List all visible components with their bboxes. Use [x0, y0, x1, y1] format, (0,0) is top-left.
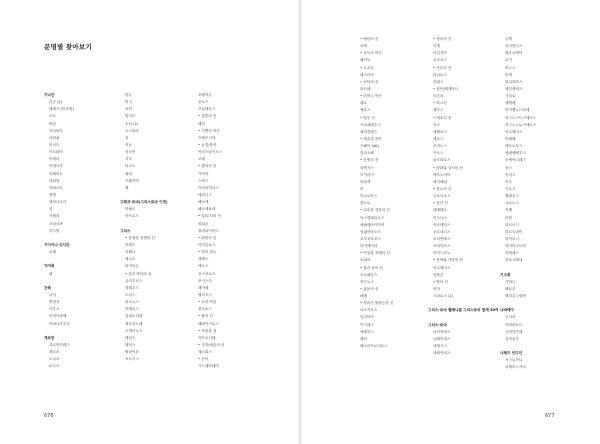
index-entry: 아르테미스	[505, 129, 523, 134]
index-heading: 기수족	[500, 272, 511, 277]
index-entry: • 어머니 여신	[360, 94, 382, 99]
index-entry: 에레모스	[360, 329, 374, 334]
index-entry: 아타르트	[49, 185, 63, 190]
index-entry: 제우스	[360, 108, 371, 113]
index-entry: • 이성과 지혜의 신	[360, 251, 390, 256]
index-entry: 이둔	[125, 142, 132, 147]
index-entry: 에피메테우스	[505, 151, 526, 156]
index-entry: 페	[49, 271, 53, 276]
index-entry: 네메시스	[433, 344, 447, 349]
index-entry: 아나트	[49, 142, 60, 147]
index-entry: 하이미나트아	[505, 244, 526, 249]
index-entry: 일라알루	[505, 336, 519, 341]
index-entry: 사다바투	[49, 128, 63, 133]
index-entry: 일리티아	[360, 315, 374, 320]
index-entry: • 감과 바다의 신	[125, 271, 152, 276]
index-entry: 지르	[125, 157, 132, 162]
index-entry: 보단	[125, 107, 132, 112]
index-entry: 도리스	[125, 292, 136, 297]
index-entry: 파르르네이	[505, 229, 523, 234]
index-entry: • 죽음의 신	[433, 65, 452, 70]
index-entry: 오딘 (2)	[125, 121, 139, 126]
index-entry: 모트	[49, 114, 56, 119]
index-heading: 그리스-로마	[428, 322, 447, 327]
index-entry: 뿌얏지	[49, 300, 60, 305]
index-entry: 아리스타이오스	[198, 150, 223, 155]
index-entry: 에레보스	[433, 129, 447, 134]
index-entry: 아폴론	[433, 272, 444, 277]
index-entry: 에우리노메	[125, 321, 143, 326]
index-entry: • 행복의 신	[198, 164, 217, 169]
index-entry: 클로토	[360, 201, 371, 206]
index-entry: 게르소	[49, 350, 60, 355]
index-entry: 포세이돈	[198, 93, 212, 97]
index-entry: 키벨	[505, 208, 512, 213]
index-entry: 아프로디테	[198, 335, 216, 340]
index-entry: 이르민	[125, 150, 136, 155]
index-entry: 바일리아스	[505, 79, 523, 84]
index-entry: • 무의 여신	[198, 300, 217, 305]
index-entry: 호르포스	[433, 58, 447, 63]
index-entry: 헬리오스	[198, 292, 212, 297]
index-entry: 헤스티아	[360, 72, 374, 77]
index-entry: 나이	[49, 292, 56, 297]
index-entry: 카테라	[49, 214, 60, 219]
index-entry: 카오스	[505, 186, 516, 191]
index-entry: 모르페우스	[360, 272, 378, 277]
index-entry: 아테베	[505, 136, 516, 141]
index-entry: 하두틀	[49, 228, 60, 233]
index-entry: 아라파트트	[505, 322, 523, 327]
index-entry: 헤라	[360, 336, 367, 341]
index-heading: 나바테아	[500, 308, 514, 313]
index-entry: 네레우스	[125, 285, 139, 290]
index-entry: 헤르마프로디토스	[360, 344, 388, 349]
index-entry: 미노스	[505, 65, 516, 70]
index-entry: 코르네니스	[433, 229, 451, 234]
index-spacer	[428, 314, 508, 321]
index-entry: 나체리스가나	[505, 365, 526, 370]
index-entry: 나레이데스	[433, 336, 451, 341]
index-spacer	[500, 343, 580, 350]
index-entry: 소피아	[360, 258, 371, 263]
index-heading: 가이아나 인디언	[44, 242, 70, 247]
index-entry: 아디키아	[433, 51, 447, 56]
index-spacer	[44, 278, 124, 285]
index-entry: 팔라이몬	[125, 350, 139, 355]
index-entry: 어	[360, 186, 364, 191]
index-entry: 아스클레피오스	[360, 215, 385, 220]
index-entry: • 바람의 신	[198, 235, 217, 240]
index-entry: • 기쁨의 여신	[198, 128, 220, 133]
index-entry: 히에레스	[505, 251, 519, 256]
right-index-column-1	[355, 36, 435, 350]
index-entry: 티탄	[505, 215, 512, 220]
index-entry: 에오스	[198, 264, 209, 269]
index-entry: 아미아광배	[49, 314, 67, 319]
index-entry: 코타르바	[49, 221, 63, 226]
index-entry: 아이올로스	[198, 242, 216, 247]
index-entry: 하데스	[433, 79, 444, 84]
index-entry: • 태초의 신	[433, 115, 452, 120]
index-entry: 샤파쉬	[49, 135, 60, 140]
index-entry: 세멜레	[505, 101, 516, 106]
index-entry: 아필로	[125, 207, 136, 212]
left-page-number: 676	[44, 413, 54, 419]
index-entry: 이아마이나스	[198, 185, 219, 190]
index-spacer	[120, 221, 200, 228]
index-entry: 네레이데스	[433, 351, 451, 356]
index-heading: 게르만	[44, 335, 55, 340]
index-spacer	[428, 300, 508, 307]
index-entry: 이도니스	[433, 215, 447, 220]
index-entry: 폰토스	[198, 100, 209, 105]
index-entry: 세이레네스	[505, 86, 523, 91]
index-entry: 페르세	[198, 200, 209, 205]
index-entry: 켈레우스	[505, 194, 519, 199]
index-entry: 페르세포네	[198, 207, 216, 212]
index-entry: 에이레네	[433, 179, 447, 184]
index-entry: • 운명의 신	[360, 158, 379, 163]
index-entry: 울	[125, 135, 129, 140]
index-entry: 암피아라오스	[360, 229, 381, 234]
index-heading: 그리스	[120, 228, 131, 233]
index-entry: 린트	[125, 93, 132, 97]
index-entry: 디케	[433, 44, 440, 49]
index-entry: 티르도	[125, 164, 136, 169]
index-entry: • 의술과 건강의 신	[360, 208, 390, 213]
right-index-column-2	[428, 36, 508, 357]
index-entry: 아르테미스	[433, 222, 451, 227]
index-entry: 히포크레네	[505, 258, 523, 263]
index-entry: 디오니소스	[433, 194, 451, 199]
index-entry: 마오토스	[125, 300, 139, 305]
index-entry: 아파나우루사	[49, 321, 70, 326]
index-entry: • 평화와 질서의 신	[433, 165, 463, 170]
index-entry: 로두르	[49, 364, 60, 369]
index-entry: 에우로포스	[505, 144, 523, 149]
index-entry: 이오	[505, 179, 512, 184]
index-entry: 헤라클레스	[360, 129, 378, 134]
index-entry: • 신탁	[198, 357, 209, 362]
index-entry: 프레모시네	[198, 135, 216, 140]
index-entry: • 최고신	[433, 101, 447, 106]
index-spacer	[44, 256, 124, 263]
index-entry: 도나르	[49, 357, 60, 362]
index-entry: 로베	[49, 250, 56, 255]
index-entry: 로카	[505, 58, 512, 63]
index-entry: 다곤 (2)	[49, 100, 63, 105]
index-entry: • 농경/풍작	[198, 142, 217, 147]
index-entry: 암피트리테	[125, 314, 143, 319]
index-entry: 제우스	[433, 108, 444, 113]
index-entry: • 정의가 불평등한 신	[360, 301, 394, 306]
index-entry: 모이라이	[360, 172, 374, 177]
index-heading: 가나안	[44, 93, 55, 97]
index-entry: 코레	[198, 157, 205, 162]
index-entry: • 풍어와 사냥의 신	[433, 258, 463, 263]
index-entry: 아가멤노드아레	[505, 108, 530, 113]
index-entry: • 신탁의 신	[360, 79, 379, 84]
index-entry: 포시스가	[198, 278, 212, 283]
index-entry: 테티스	[125, 335, 136, 340]
index-entry: 라다만티스	[505, 44, 523, 49]
index-entry: • 설득의 여신	[360, 51, 382, 56]
index-entry: 코루포르포스	[360, 236, 381, 241]
index-entry: 에필레마이아어	[360, 222, 385, 227]
index-entry: 에니오	[125, 257, 136, 262]
index-entry: 오케아노스	[125, 328, 143, 333]
index-entry: 니케	[505, 37, 512, 41]
index-entry: 플루토스	[198, 307, 212, 312]
index-entry: 나이아데스	[433, 329, 451, 334]
index-entry: 크라토스 (2)	[433, 294, 454, 299]
index-spacer	[500, 300, 580, 307]
index-entry: 사우오	[49, 307, 60, 312]
index-entry: 티몬라	[433, 94, 444, 99]
index-heading: 그리스-로마 헬레니즘 그리스로마 합계 30여	[428, 308, 499, 313]
index-entry: 미케	[505, 72, 512, 77]
index-entry: 라케시스	[360, 165, 374, 170]
index-entry: 이리스	[505, 172, 516, 177]
index-entry: 프로테우스	[198, 107, 216, 112]
index-entry: 이시레스	[360, 322, 374, 327]
index-entry: 메리루그랑바	[505, 294, 526, 299]
index-entry: 아테아트	[49, 171, 63, 176]
index-entry: 파르니시	[505, 222, 519, 227]
index-entry: • 수호신	[360, 65, 374, 70]
index-entry: 타나토스	[433, 72, 447, 77]
index-entry: 이르로포스	[360, 194, 378, 199]
index-entry: 에로스	[433, 136, 444, 141]
index-entry: 아세르투	[49, 164, 63, 169]
index-entry: • 사하/예술의 신	[198, 342, 225, 347]
index-entry: 엘렉트	[198, 257, 209, 262]
index-spacer	[500, 265, 580, 272]
index-spacer	[120, 192, 200, 199]
index-entry: 오스타라	[125, 128, 139, 133]
index-entry: • 영웅 신	[360, 115, 375, 120]
index-entry: 아프로드	[125, 214, 139, 219]
index-heading: 간족	[44, 285, 51, 290]
index-entry: 프리아포스	[433, 244, 451, 249]
index-entry: 파이아손	[125, 264, 139, 269]
index-entry: 코에	[360, 44, 367, 49]
index-entry: 미니	[125, 100, 132, 105]
index-entry: 코리반테스	[433, 236, 451, 241]
index-entry: 발키르	[125, 114, 136, 119]
index-entry: 닉스	[433, 122, 440, 127]
index-entry: 테르피스	[198, 350, 212, 355]
index-entry: 히프노스	[360, 279, 374, 284]
index-entry: 레토	[360, 101, 367, 106]
index-entry: 포르키스	[125, 357, 139, 362]
index-entry: 시드레아테아	[198, 364, 219, 369]
index-entry: 아세라	[49, 157, 60, 162]
index-heading: 나체즈 인디언	[500, 351, 523, 356]
index-entry: 비아	[433, 286, 440, 291]
index-entry: 프레이야	[125, 178, 139, 183]
index-entry: 하이모니	[505, 236, 519, 241]
index-entry: 사이밍카세	[505, 329, 523, 334]
index-entry: 타르타로스	[433, 158, 451, 163]
index-spacer	[44, 328, 124, 335]
index-entry: 아르타아	[49, 150, 63, 155]
index-entry: • 별과 하늘	[198, 250, 217, 255]
index-entry: 카페아 (alt)	[360, 144, 379, 149]
index-heading: 가야족	[44, 264, 55, 269]
index-entry: 에우노미아	[433, 172, 451, 177]
index-entry: 포스포로스	[198, 271, 216, 276]
right-page-number: 677	[545, 413, 555, 419]
index-entry: 아쉬암	[49, 178, 60, 183]
index-entry: 나르키소스	[360, 308, 378, 313]
index-entry: • 밀/토지의 신	[198, 214, 221, 219]
index-entry: 글라우코스	[125, 278, 143, 283]
index-entry: 페이토	[360, 58, 371, 63]
index-entry: 우라노스	[433, 144, 447, 149]
index-entry: 헤파이스토스	[198, 321, 219, 326]
index-entry: 테티스	[125, 342, 136, 347]
index-entry: • 바람의 신	[360, 37, 379, 41]
index-entry: 엘쿠니르샤	[49, 200, 67, 205]
index-entry: 카오스	[433, 151, 444, 156]
index-heading: 그레코-로마(그리스로마 이전)	[120, 200, 168, 205]
index-entry: 옵스	[505, 165, 512, 170]
index-entry: 프로메테우스	[360, 122, 381, 127]
index-entry: 거스토가나	[505, 358, 523, 363]
index-entry: • 풍요의 신	[433, 186, 452, 191]
index-entry: 하이드라노	[433, 251, 451, 256]
index-entry: 아남케	[360, 179, 371, 184]
index-entry: 데메테르	[433, 208, 447, 213]
left-index-column-1	[44, 92, 124, 370]
index-entry: 하기에이아	[360, 244, 378, 249]
index-entry: 엘엘	[49, 192, 56, 197]
index-entry: 바알	[49, 121, 56, 126]
index-entry: 풀라	[125, 171, 132, 176]
index-entry: 아켈로스	[125, 307, 139, 312]
index-entry: 에리니스	[198, 192, 212, 197]
index-entry: 두샤라	[505, 315, 516, 320]
index-entry: 가로반가레스	[49, 342, 70, 347]
page-title: 문명별 찾아보기	[44, 43, 92, 51]
index-entry: 타르녜	[360, 86, 371, 91]
left-index-column-3	[193, 92, 273, 370]
index-entry: 아그노스토스테오스	[505, 122, 537, 127]
index-entry: • 사랑과 성	[198, 328, 217, 333]
index-entry: 헤베	[360, 294, 367, 299]
index-entry: 크로노스	[505, 201, 519, 206]
index-entry: 플라타이아스	[198, 228, 219, 233]
index-entry: • 잠과 꿈의 신	[360, 265, 383, 270]
index-entry: • 풍산 신	[433, 201, 448, 206]
index-entry: 아그노스트스테오스	[505, 115, 537, 120]
index-entry: 오케아니데스	[505, 158, 526, 163]
index-entry: • 헐의 신	[433, 279, 448, 284]
index-entry: 칼리오페	[360, 151, 374, 156]
index-entry: 가이아	[198, 171, 209, 176]
index-entry: • 정의의 신	[433, 37, 452, 41]
index-entry: • 감정과 전쟁의 신	[125, 235, 155, 240]
index-entry: 암피온	[198, 221, 209, 226]
index-entry: • 결혼의 신	[198, 114, 217, 119]
page-gutter	[298, 0, 302, 444]
index-entry: • 불의 신	[198, 314, 213, 319]
index-entry: 베로우	[505, 286, 516, 291]
index-entry: 아테나	[125, 250, 136, 255]
right-index-column-3	[500, 36, 580, 372]
index-entry: 헤카테	[198, 285, 209, 290]
index-entry: 일	[49, 207, 53, 212]
index-entry: 헬	[125, 185, 129, 190]
index-entry: 레우코테아	[505, 51, 523, 56]
index-entry: 사티로	[505, 94, 516, 99]
index-entry: 아레스	[125, 242, 136, 247]
left-index-column-2	[120, 92, 200, 363]
index-spacer	[44, 235, 124, 242]
index-entry: 아르테미스	[433, 265, 451, 270]
index-entry: 레셰프 (미쿠랄)	[49, 107, 74, 112]
index-entry: 헤라	[198, 121, 205, 126]
index-entry: • 집단/헤게모니	[433, 86, 459, 91]
index-entry: • 예술과 음악	[360, 136, 382, 141]
index-entry: • 젊음의 신	[360, 286, 379, 291]
index-entry: 스틱스	[198, 178, 209, 183]
index-entry: 가하니	[505, 279, 516, 284]
